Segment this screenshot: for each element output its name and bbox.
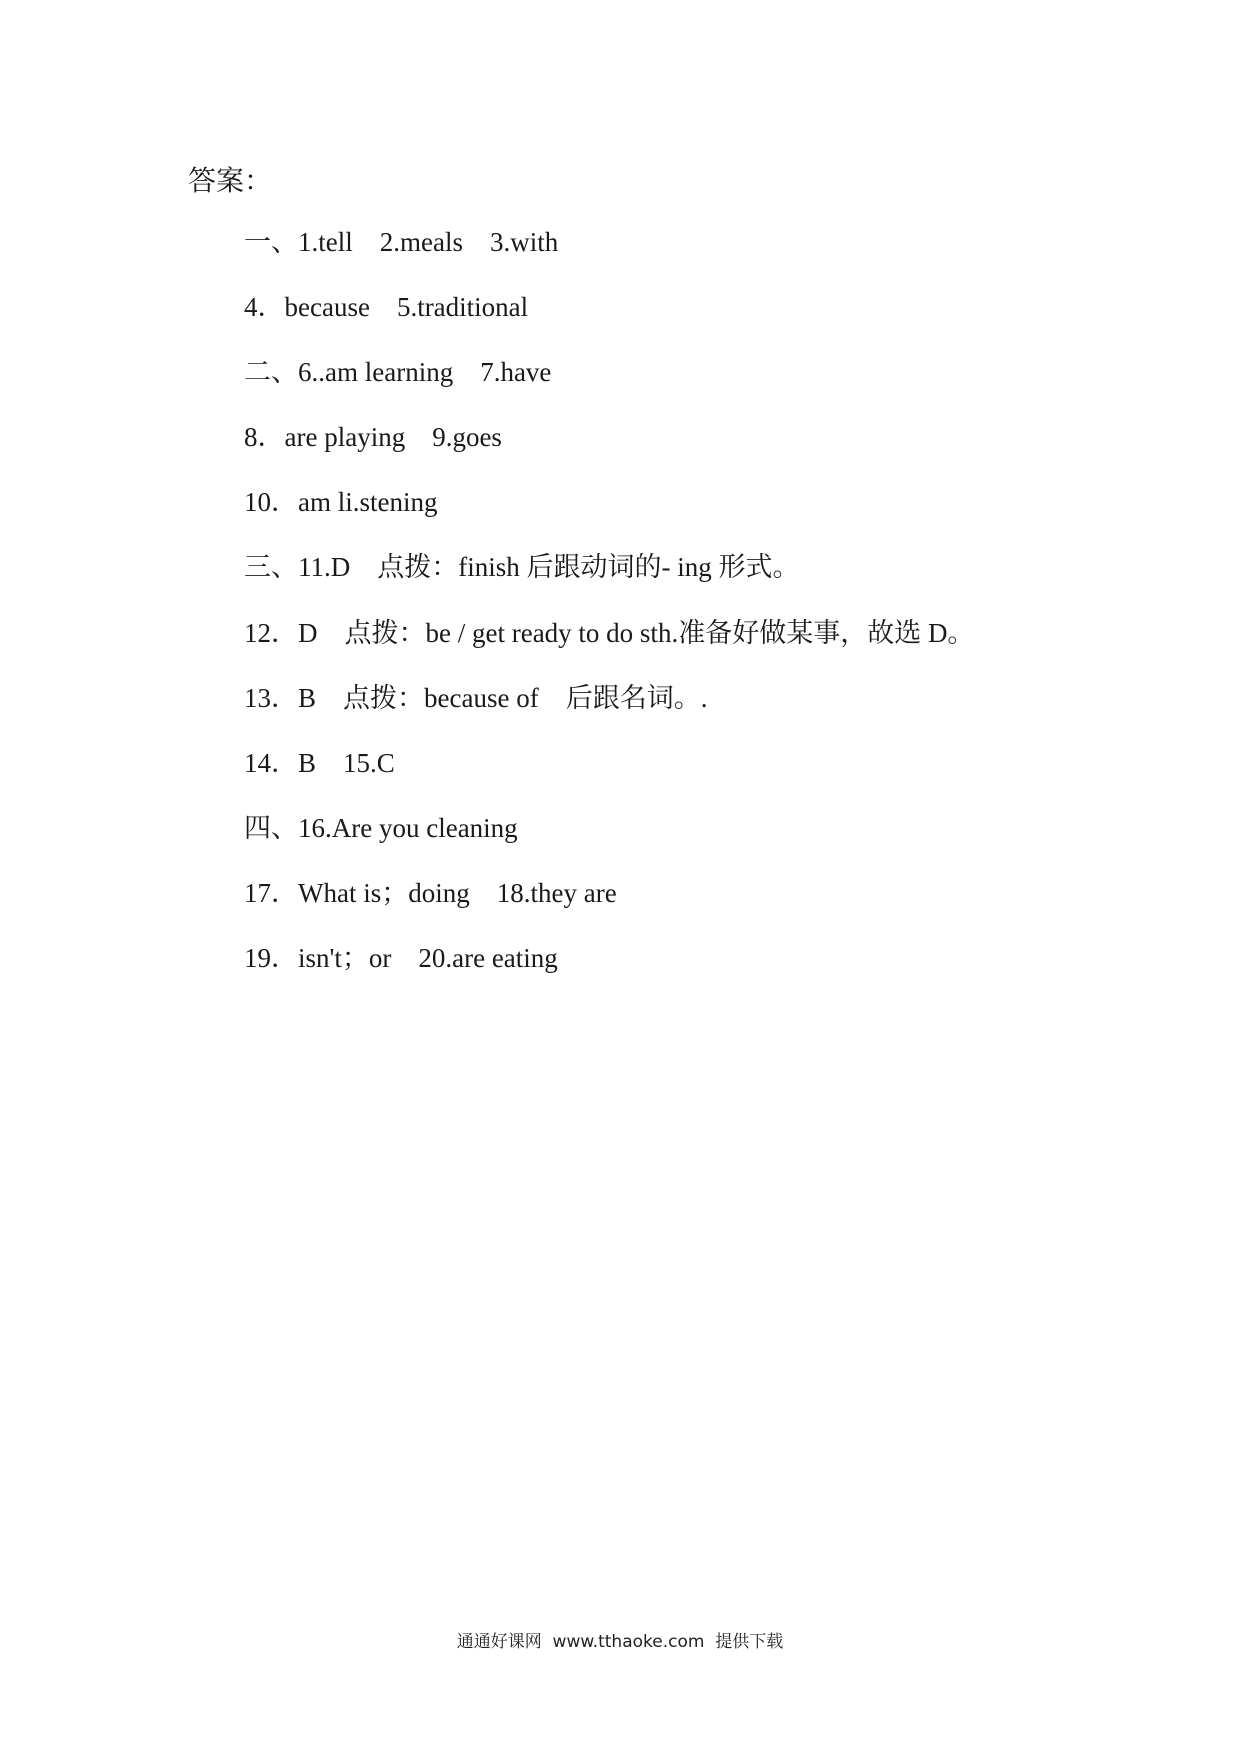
answer-line-section-3-items-14-15: 14．B 15.C [244,747,395,778]
source-footer: 通通好课网 www.tthaoke.com 提供下载 [456,1632,784,1652]
answer-line-section-4-items-17-18: 17．What is；doing 18.they are [244,877,617,908]
answer-line-section-3-item-13: 13．B 点拨：because of 后跟名词。. [244,682,708,713]
answer-list [244,224,974,1005]
answers-heading: 答案： [188,166,273,197]
answer-line-section-3-item-11: 三、11.D 点拨：finish 后跟动词的- ing 形式。 [244,552,800,583]
answer-line-section-2-part-1: 二、6..am learning 7.have [244,357,552,388]
answer-line-section-4-item-16: 四、16.Are you cleaning [244,812,518,843]
answer-line-section-3-item-12: 12．D 点拨：be / get ready to do sth.准备好做某事，故选 D。 [244,617,975,648]
answer-line-section-2-part-2: 8．are playing 9.goes [244,422,502,453]
answer-line-section-1-part-1: 一、1.tell 2.meals 3.with [244,227,559,257]
answer-line-section-1-part-2: 4．because 5.traditional [244,292,529,323]
answer-line-section-4-items-19-20: 19．isn't；or 20.are eating [244,943,558,974]
answer-line-section-2-part-3: 10．am li.stening [244,487,438,518]
